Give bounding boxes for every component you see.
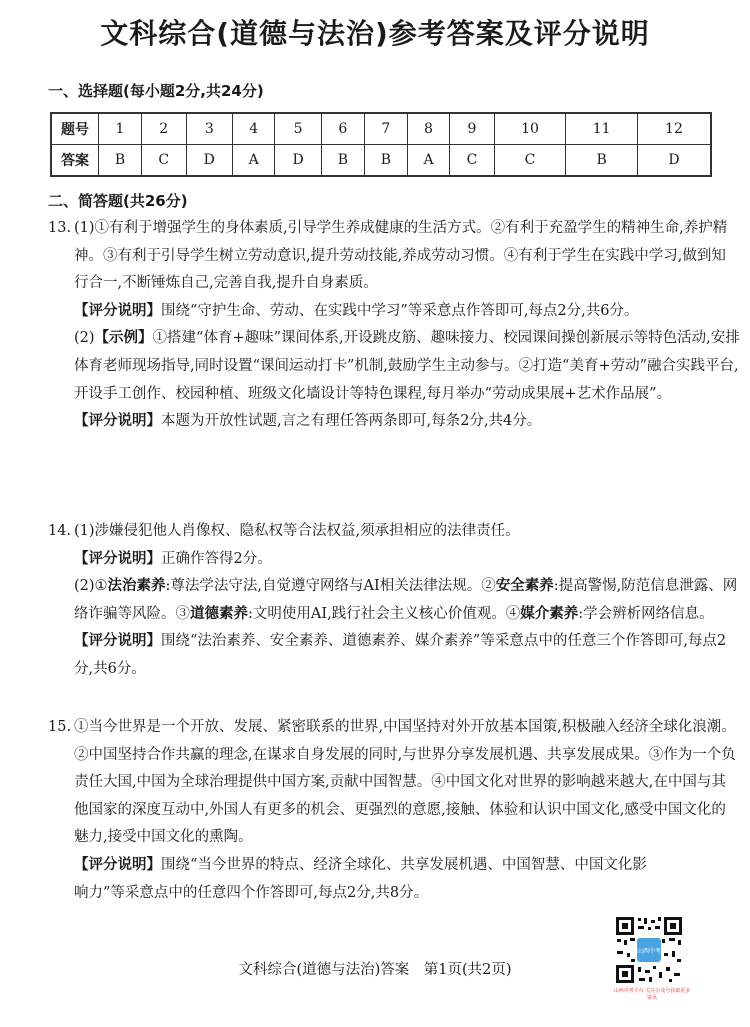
question-14 [48,518,740,684]
table-cell: C [494,145,566,177]
example-tag: 【示例】 [94,330,153,347]
q14-scoring-2: 【评分说明】围绕“法治素养、安全素养、道德素养、媒介素养”等采意点中的任意三个作答即可,每点2分,共6分。 [74,633,727,677]
page-title: 文科综合(道德与法治)参考答案及评分说明 [100,17,650,50]
table-cell: 12 [637,113,711,145]
table-cell: 7 [364,113,407,145]
q13-scoring-1: 【评分说明】围绕“守护生命、劳动、在实践中学习”等采意点作答即可,每点2分,共6分。 [74,302,639,319]
table-cell: 6 [321,113,364,145]
table-cell: A [407,145,449,177]
q13-part2: (2)【示例】①搭建“体育+趣味”课间体系,开设跳皮筋、趣味接力、校园课间操创新展示等特色活动,安排体育老师现场指导,同时设置“课间运动打卡”机制,鼓励学生主动参与。②打造“美育+劳动”融合实践平台,开设手工创作、校园种植、班级文化墙设计等特色课程,每月举办“劳动成果展+艺术作品展”。 [74,330,740,402]
table-cell: 1 [99,113,142,145]
table-row-numbers [51,113,711,145]
table-cell: C [141,145,186,177]
table-cell: 9 [450,113,495,145]
table-cell: 5 [275,113,322,145]
table-cell: B [99,145,142,177]
table-cell: D [637,145,711,177]
q13-part1: 13. (1)①有利于增强学生的身体素质,引导学生养成健康的生活方式。②有利于充盈学生的精神生命,养护精神。③有利于引导学生树立劳动意识,提升劳动技能,养成劳动习惯。④有利于学生在实践中学习,做到知行合一,不断锤炼自己,完善自我,提升自身素质。 [74,215,740,298]
question-15 [48,714,740,907]
row-label-number: 题号 [51,113,99,145]
scoring-tag: 【评分说明】 [74,550,161,567]
q14-part1: 14. (1)涉嫌侵犯他人肖像权、隐私权等合法权益,须承担相应的法律责任。 [74,518,740,546]
table-cell: D [186,145,233,177]
question-number: 15. [48,719,72,735]
scoring-tag: 【评分说明】 [74,302,161,319]
q14-scoring-1: 【评分说明】正确作答得2分。 [74,550,272,567]
section-heading-short-answer: 二、简答题(共26分) [48,192,188,210]
table-cell: B [566,145,638,177]
question-number: 13. [48,220,72,236]
qr-code-icon [614,915,684,985]
table-cell: 8 [407,113,449,145]
row-label-answer: 答案 [51,145,99,177]
answer-table [50,112,712,177]
table-cell: 11 [566,113,638,145]
qr-caption: 山西中考平台 关注公众号获取更多资讯 [613,988,691,1001]
qr-center-label: 山西中考 [636,948,662,955]
table-cell: C [450,145,495,177]
q14-part2: (2)①法治素养:尊法学法守法,自觉遵守网络与AI相关法律法规。②安全素养:提高警惕,防范信息泄露、网络诈骗等风险。③道德素养:文明使用AI,践行社会主义核心价值观。④媒介素养:学会辨析网络信息。 [74,578,738,622]
table-cell: 4 [233,113,275,145]
scoring-tag: 【评分说明】 [74,856,161,873]
question-13 [48,215,740,436]
scoring-tag: 【评分说明】 [74,413,161,430]
table-cell: D [275,145,322,177]
q15-body: 15. ①当今世界是一个开放、发展、紧密联系的世界,中国坚持对外开放基本国策,积极融入经济全球化浪潮。②中国坚持合作共赢的理念,在谋求自身发展的同时,与世界分享发展机遇、共享发展成果。③作为一个负责任大国,中国为全球治理提供中国方案,贡献中国智慧。④中国文化对世界的影响越来越大,在中国与其他国家的深度互动中,外国人有更多的机会、更强烈的意愿,接触、体验和认识中国文化,感受中国文化的魅力,接受中国文化的熏陶。 [74,714,740,852]
section-heading-choice: 一、选择题(每小题2分,共24分) [48,82,264,100]
table-cell: 3 [186,113,233,145]
table-cell: 2 [141,113,186,145]
table-cell: 10 [494,113,566,145]
scoring-tag: 【评分说明】 [74,633,161,650]
page-footer: 文科综合(道德与法治)答案 第1页(共2页) [238,962,512,978]
table-cell: B [364,145,407,177]
q13-scoring-2: 【评分说明】本题为开放性试题,言之有理任答两条即可,每条2分,共4分。 [74,413,542,430]
table-cell: A [233,145,275,177]
question-number: 14. [48,523,72,539]
table-row-answers [51,145,711,177]
table-cell: B [321,145,364,177]
q15-scoring: 【评分说明】围绕“当今世界的特点、经济全球化、共享发展机遇、中国智慧、中国文化影响力”等采意点中的任意四个作答即可,每点2分,共8分。 [74,856,647,901]
